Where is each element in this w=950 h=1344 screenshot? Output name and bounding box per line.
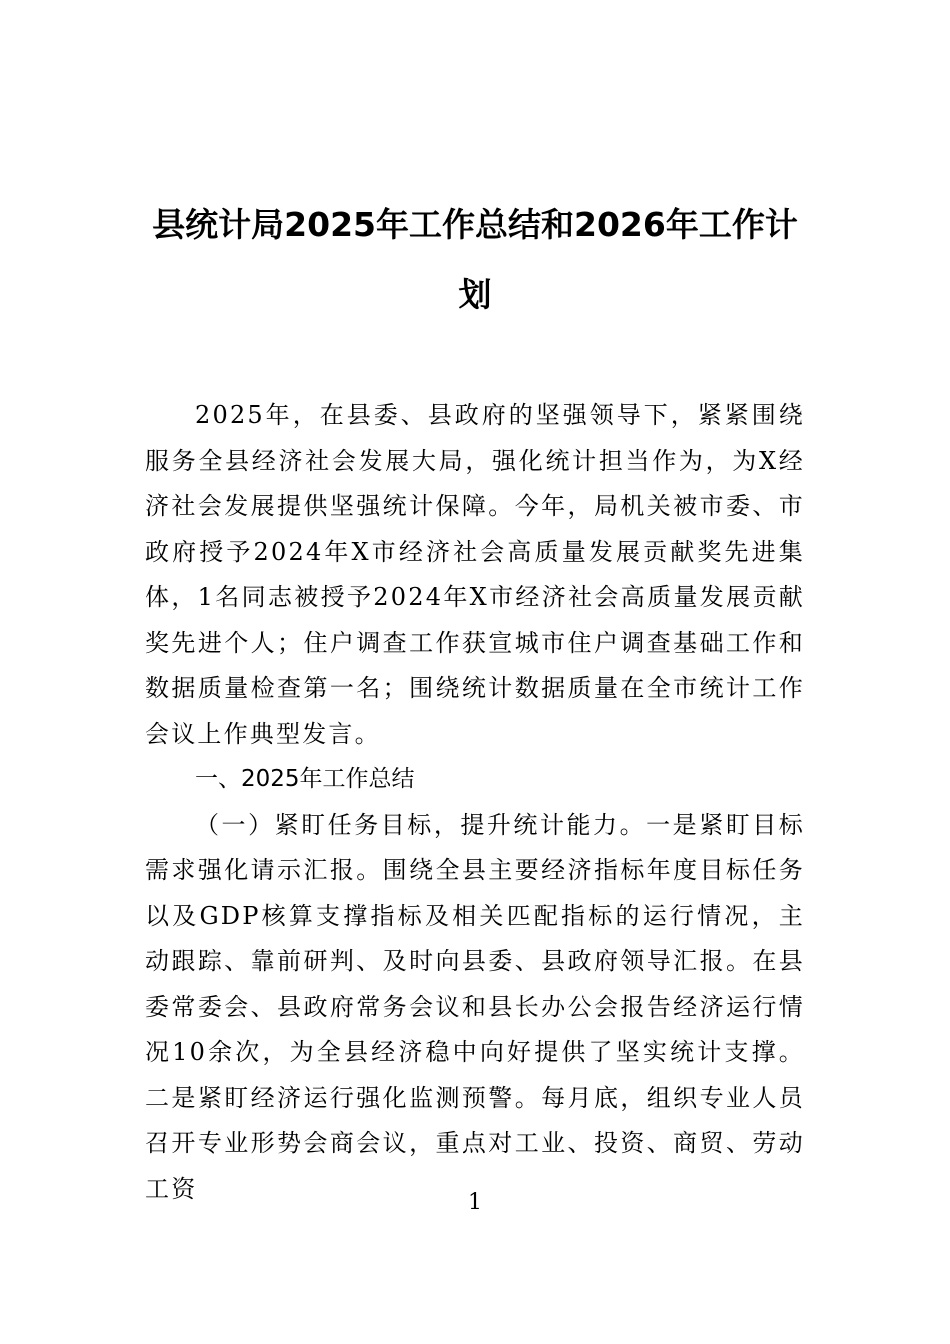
page-number: 1 (468, 1190, 482, 1215)
document-title: 县统计局2025年工作总结和2026年工作计划 (152, 205, 798, 314)
subsection-body: 一是紧盯目标需求强化请示汇报。围绕全县主要经济指标年度目标任务以及GDP核算支撑指标及相关匹配指标的运行情况，主动跟踪、靠前研判、及时向县委、县政府领导汇报。在县委常委会、县政府常务会议和县长办公会报告经济运行情况10余次，为全县经济稳中向好提供了坚实统计支撑。二是紧盯经济运行强化监测预警。每月底，组织专业人员召开专业形势会商会议，重点对工业、投资、商贸、劳动工资 (145, 810, 806, 1203)
document-body (145, 393, 805, 1212)
intro-paragraph: 2025年，在县委、县政府的坚强领导下，紧紧围绕服务全县经济社会发展大局，强化统计担当作为，为X经济社会发展提供坚强统计保障。今年，局机关被市委、市政府授予2024年X市经济社会高质量发展贡献奖先进集体，1名同志被授予2024年X市经济社会高质量发展贡献奖先进个人；住户调查工作获宣城市住户调查基础工作和数据质量检查第一名；围绕统计数据质量在全市统计工作会议上作典型发言。 (145, 401, 805, 748)
subsection-paragraph (145, 803, 805, 1213)
subsection-heading: （一）紧盯任务目标，提升统计能力。 (195, 810, 647, 839)
section-heading: 一、2025年工作总结 (195, 766, 415, 792)
